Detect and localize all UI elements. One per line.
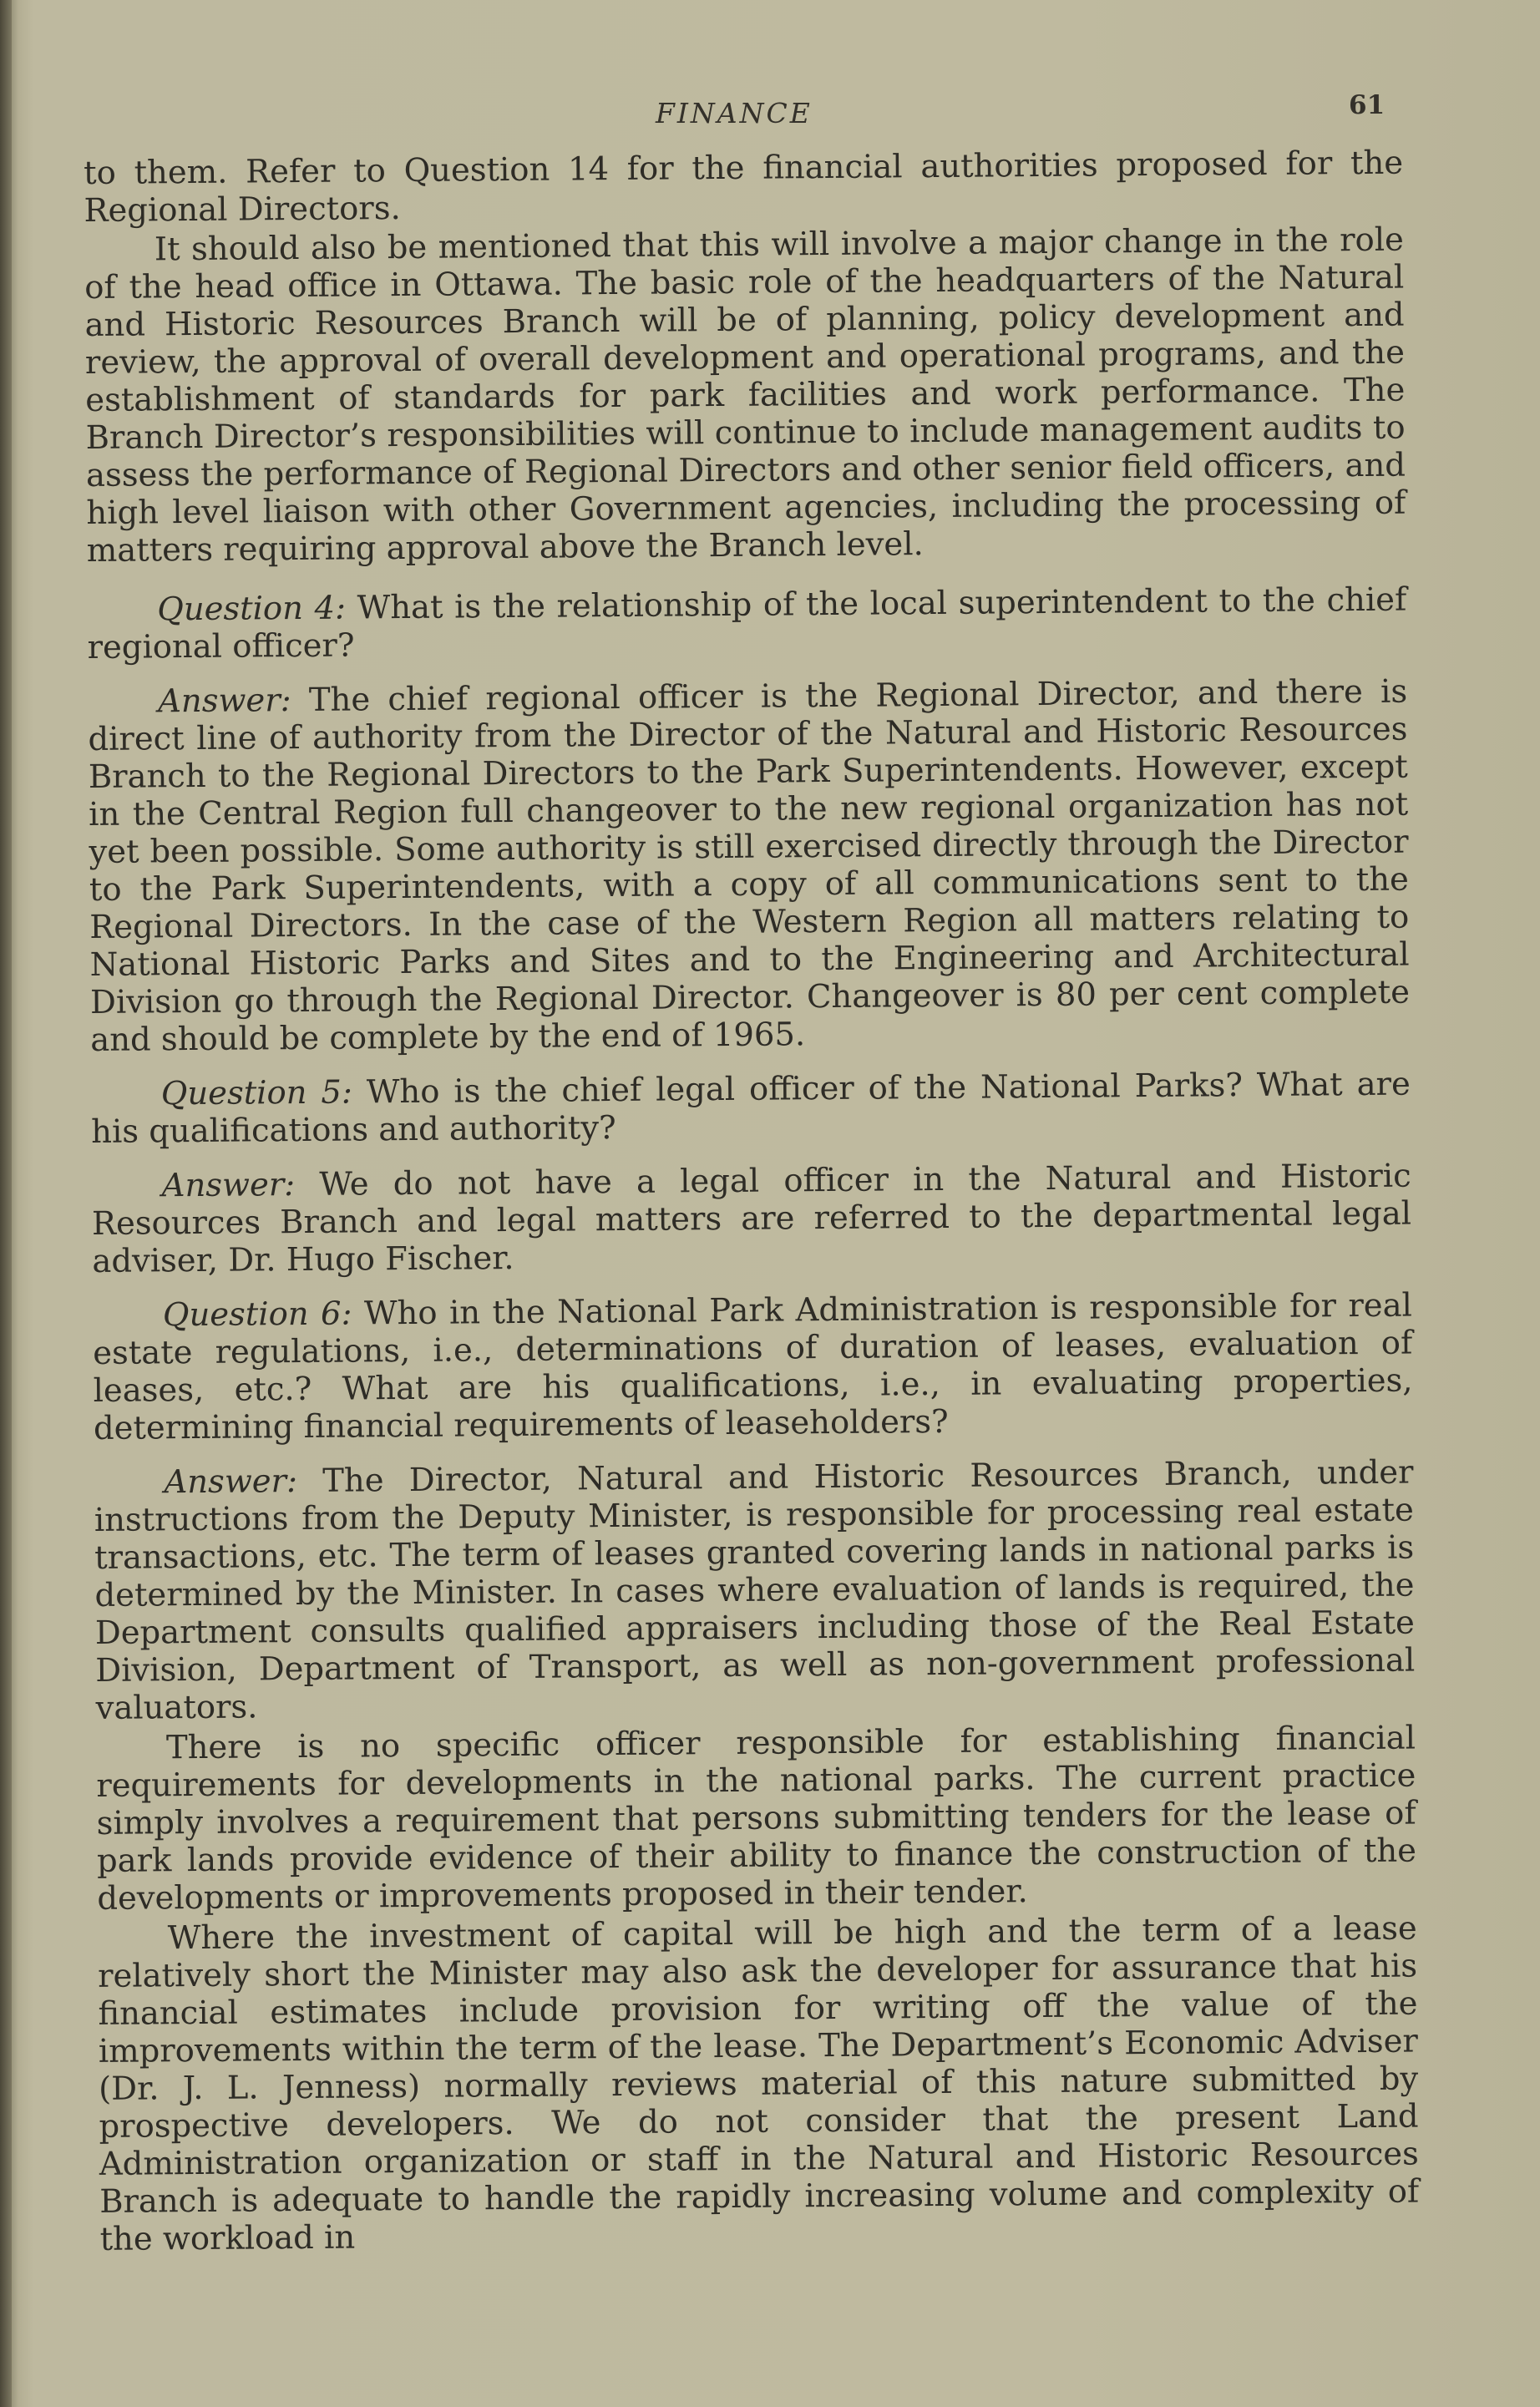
paragraph-capital-investment: Where the investment of capital will be high and the term of a lease relatively short the Minister may also ask the developer for assurance that his financial estimates include provision for writing off the value of the improvements within the term of the lease. The Department’s Economic Adviser (Dr. J. L. Jenness) normally reviews material of this nature submitted by prospective developers. We do not consider that the present Land Administration organization or staff in the Natural and Historic Resources Branch is adequate to handle the rapidly increasing volume and complexity of the workload in bbox=[97, 1909, 1420, 2258]
answer-label: Answer: bbox=[157, 682, 291, 721]
answer-label: Answer: bbox=[161, 1166, 296, 1205]
paragraph-headquarters-role: It should also be mentioned that this will involve a major change in the role of the head office in Ottawa. The basic role of the headquarters of the Natural and Historic Resources Branch will be of planning, policy development and review, the approval of overall development and operational programs, and the establishment of standards for park facilities and work performance. The Branch Director’s responsibilities will continue to include management audits to assess the performance of Regional Directors and other senior field officers, and high level liaison with other Government agencies, including the processing of matters requiring approval above the Branch level. bbox=[84, 220, 1406, 570]
question-label: Question 4: bbox=[157, 589, 347, 629]
question-4: Question 4: What is the relationship of the local superintendent to the chief regional officer? bbox=[87, 580, 1407, 666]
question-label: Question 5: bbox=[160, 1073, 353, 1113]
question-6: Question 6: Who in the National Park Administration is responsible for real estate regulations, i.e., determinations of duration of leases, evaluation of leases, etc.? What are his qualifications, i.e., in evaluating properties, determining financial requirements of leaseholders? bbox=[93, 1286, 1413, 1447]
running-head bbox=[0, 90, 1540, 140]
paragraph-continuation: to them. Refer to Question 14 for the financial authorities proposed for the Regional Directors. bbox=[84, 144, 1404, 230]
header-title: FINANCE bbox=[656, 97, 813, 129]
question-label: Question 6: bbox=[162, 1295, 352, 1335]
answer-label: Answer: bbox=[164, 1462, 298, 1502]
page-number: 61 bbox=[1349, 90, 1385, 120]
answer-5: Answer: We do not have a legal officer in the Natural and Historic Resources Branch and legal matters are referred to the departmental legal adviser, Dr. Hugo Fischer. bbox=[91, 1157, 1412, 1280]
body-text bbox=[84, 144, 1420, 2261]
paragraph-financial-requirements: There is no specific officer responsible for establishing financial requirements for developments in the national parks. The current practice simply involves a requirement that persons submitting tenders for the lease of park lands provide evidence of their ability to finance the construction of the developments or improvements proposed in their tender. bbox=[96, 1719, 1417, 1918]
answer-6: Answer: The Director, Natural and Historic Resources Branch, under instructions from the Deputy Minister, is responsible for processing real estate transactions, etc. The term of leases granted covering lands in national parks is determined by the Minister. In cases where evaluation of lands is required, the Department consults qualified appraisers including those of the Real Estate Division, Department of Transport, as well as non-government professional valuators. bbox=[94, 1453, 1416, 1727]
answer-4: Answer: The chief regional officer is the Regional Director, and there is direct line of authority from the Director of the Natural and Historic Resources Branch to the Regional Directors to the Park Superintendents. However, except in the Central Region full changeover to the new regional organization has not yet been possible. Some authority is still exercised directly through the Director to the Park Superintendents, with a copy of all communications sent to the Regional Directors. In the case of the Western Region all matters relating to National Historic Parks and Sites and to the Engineering and Architectural Division go through the Regional Director. Changeover is 80 per cent complete and should be complete by the end of 1965. bbox=[88, 672, 1411, 1059]
book-spine-shadow bbox=[0, 0, 12, 2407]
question-5: Question 5: Who is the chief legal officer of the National Parks? What are his qualifications and authority? bbox=[91, 1065, 1411, 1151]
